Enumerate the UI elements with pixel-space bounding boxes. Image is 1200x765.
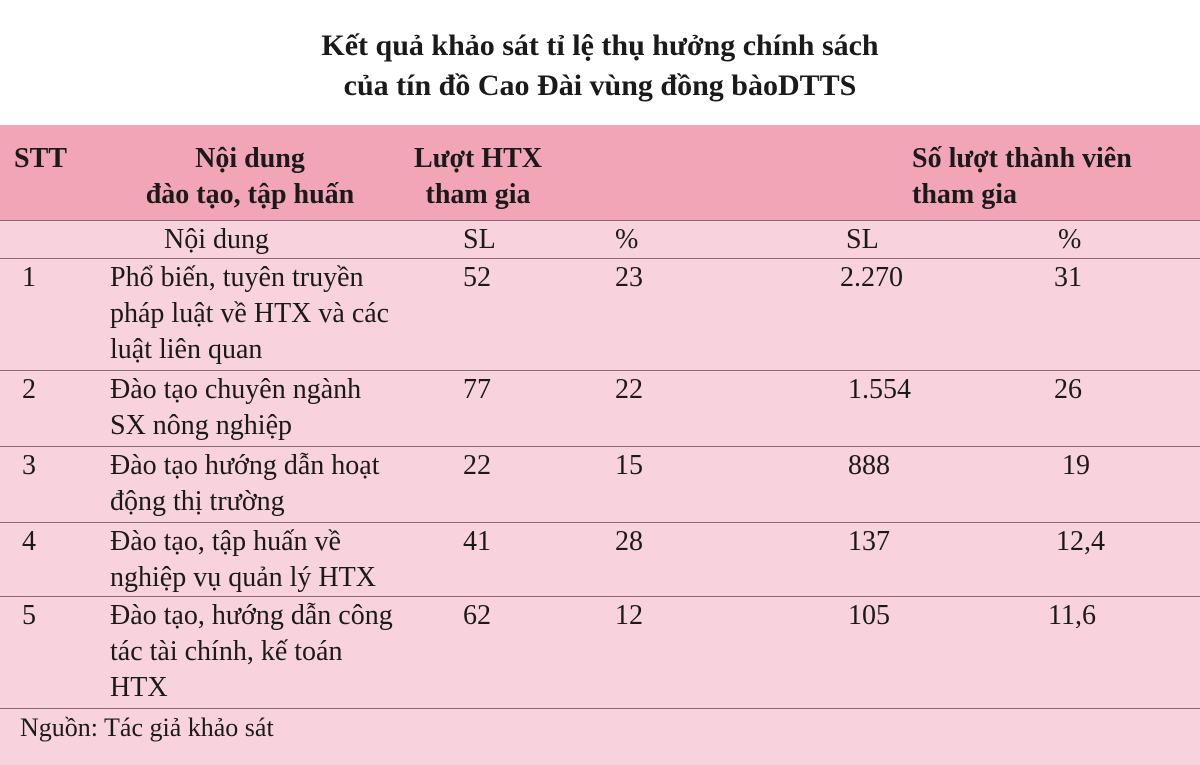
title-line-1: Kết quả khảo sát tỉ lệ thụ hưởng chính sách: [321, 29, 879, 62]
header-htx: [398, 141, 558, 213]
row-5-mem-pct: 11,6: [1048, 600, 1096, 631]
divider: [0, 258, 1200, 259]
header-stt: STT: [14, 143, 67, 174]
table-title: [0, 26, 1200, 106]
row-1-content-line-2: pháp luật về HTX và các: [110, 298, 390, 329]
row-2-mem-sl: 1.554: [848, 374, 911, 405]
row-2-content-line-2: SX nông nghiệp: [110, 410, 292, 441]
row-1-content-line-3: luật liên quan: [110, 334, 263, 365]
row-3-content: [110, 448, 379, 520]
row-1-mem-sl: 2.270: [840, 262, 903, 293]
row-1-content: [110, 260, 389, 368]
divider: [0, 220, 1200, 221]
subheader-htx-pct: %: [615, 224, 639, 255]
row-1-stt: 1: [22, 262, 36, 293]
header-members-line-2: tham gia: [912, 179, 1017, 210]
header-content: [110, 141, 390, 213]
divider: [0, 370, 1200, 371]
divider: [0, 708, 1200, 709]
row-1-content-line-1: Phổ biến, tuyên truyền: [110, 262, 364, 293]
row-3-content-line-1: Đào tạo hướng dẫn hoạt: [110, 450, 380, 481]
row-5-content-line-2: tác tài chính, kế toán: [110, 636, 343, 667]
row-1-htx-pct: 23: [615, 262, 643, 293]
source-note: Nguồn: Tác giả khảo sát: [20, 713, 274, 742]
row-1-htx-sl: 52: [463, 262, 491, 293]
row-2-content: [110, 372, 361, 444]
row-4-content-line-2: nghiệp vụ quản lý HTX: [110, 562, 376, 593]
row-4-mem-pct: 12,4: [1056, 526, 1105, 557]
survey-table: [0, 125, 1200, 765]
header-htx-line-2: tham gia: [425, 179, 531, 210]
row-2-content-line-1: Đào tạo chuyên ngành: [110, 374, 362, 405]
row-4-mem-sl: 137: [848, 526, 890, 557]
row-4-stt: 4: [22, 526, 36, 557]
row-4-content: [110, 524, 376, 596]
row-5-content: [110, 598, 393, 706]
divider: [0, 446, 1200, 447]
divider: [0, 596, 1200, 597]
row-5-stt: 5: [22, 600, 36, 631]
row-3-mem-pct: 19: [1062, 450, 1090, 481]
subheader-mem-pct: %: [1058, 224, 1082, 255]
header-members-line-1: Số lượt thành viên: [912, 143, 1132, 174]
row-2-htx-sl: 77: [463, 374, 491, 405]
row-3-stt: 3: [22, 450, 36, 481]
row-2-htx-pct: 22: [615, 374, 643, 405]
row-4-htx-sl: 41: [463, 526, 491, 557]
header-members: [912, 141, 1132, 213]
row-3-htx-sl: 22: [463, 450, 491, 481]
row-1-mem-pct: 31: [1054, 262, 1082, 293]
subheader-htx-sl: SL: [463, 224, 496, 255]
row-5-htx-sl: 62: [463, 600, 491, 631]
row-2-stt: 2: [22, 374, 36, 405]
row-5-mem-sl: 105: [848, 600, 890, 631]
row-2-mem-pct: 26: [1054, 374, 1082, 405]
header-htx-line-1: Lượt HTX: [414, 143, 542, 174]
table-header: [0, 125, 1200, 220]
row-4-htx-pct: 28: [615, 526, 643, 557]
row-4-content-line-1: Đào tạo, tập huấn về: [110, 526, 341, 557]
row-5-content-line-1: Đào tạo, hướng dẫn công: [110, 600, 393, 631]
row-5-htx-pct: 12: [615, 600, 643, 631]
divider: [0, 522, 1200, 523]
subheader-content: Nội dung: [164, 224, 269, 255]
row-3-mem-sl: 888: [848, 450, 890, 481]
row-3-content-line-2: động thị trường: [110, 486, 285, 517]
header-content-line-2: đào tạo, tập huấn: [145, 179, 355, 210]
subheader-mem-sl: SL: [846, 224, 879, 255]
title-line-2: của tín đồ Cao Đài vùng đồng bàoDTTS: [343, 69, 857, 102]
row-5-content-line-3: HTX: [110, 672, 168, 703]
row-3-htx-pct: 15: [615, 450, 643, 481]
header-content-line-1: Nội dung: [195, 143, 305, 174]
